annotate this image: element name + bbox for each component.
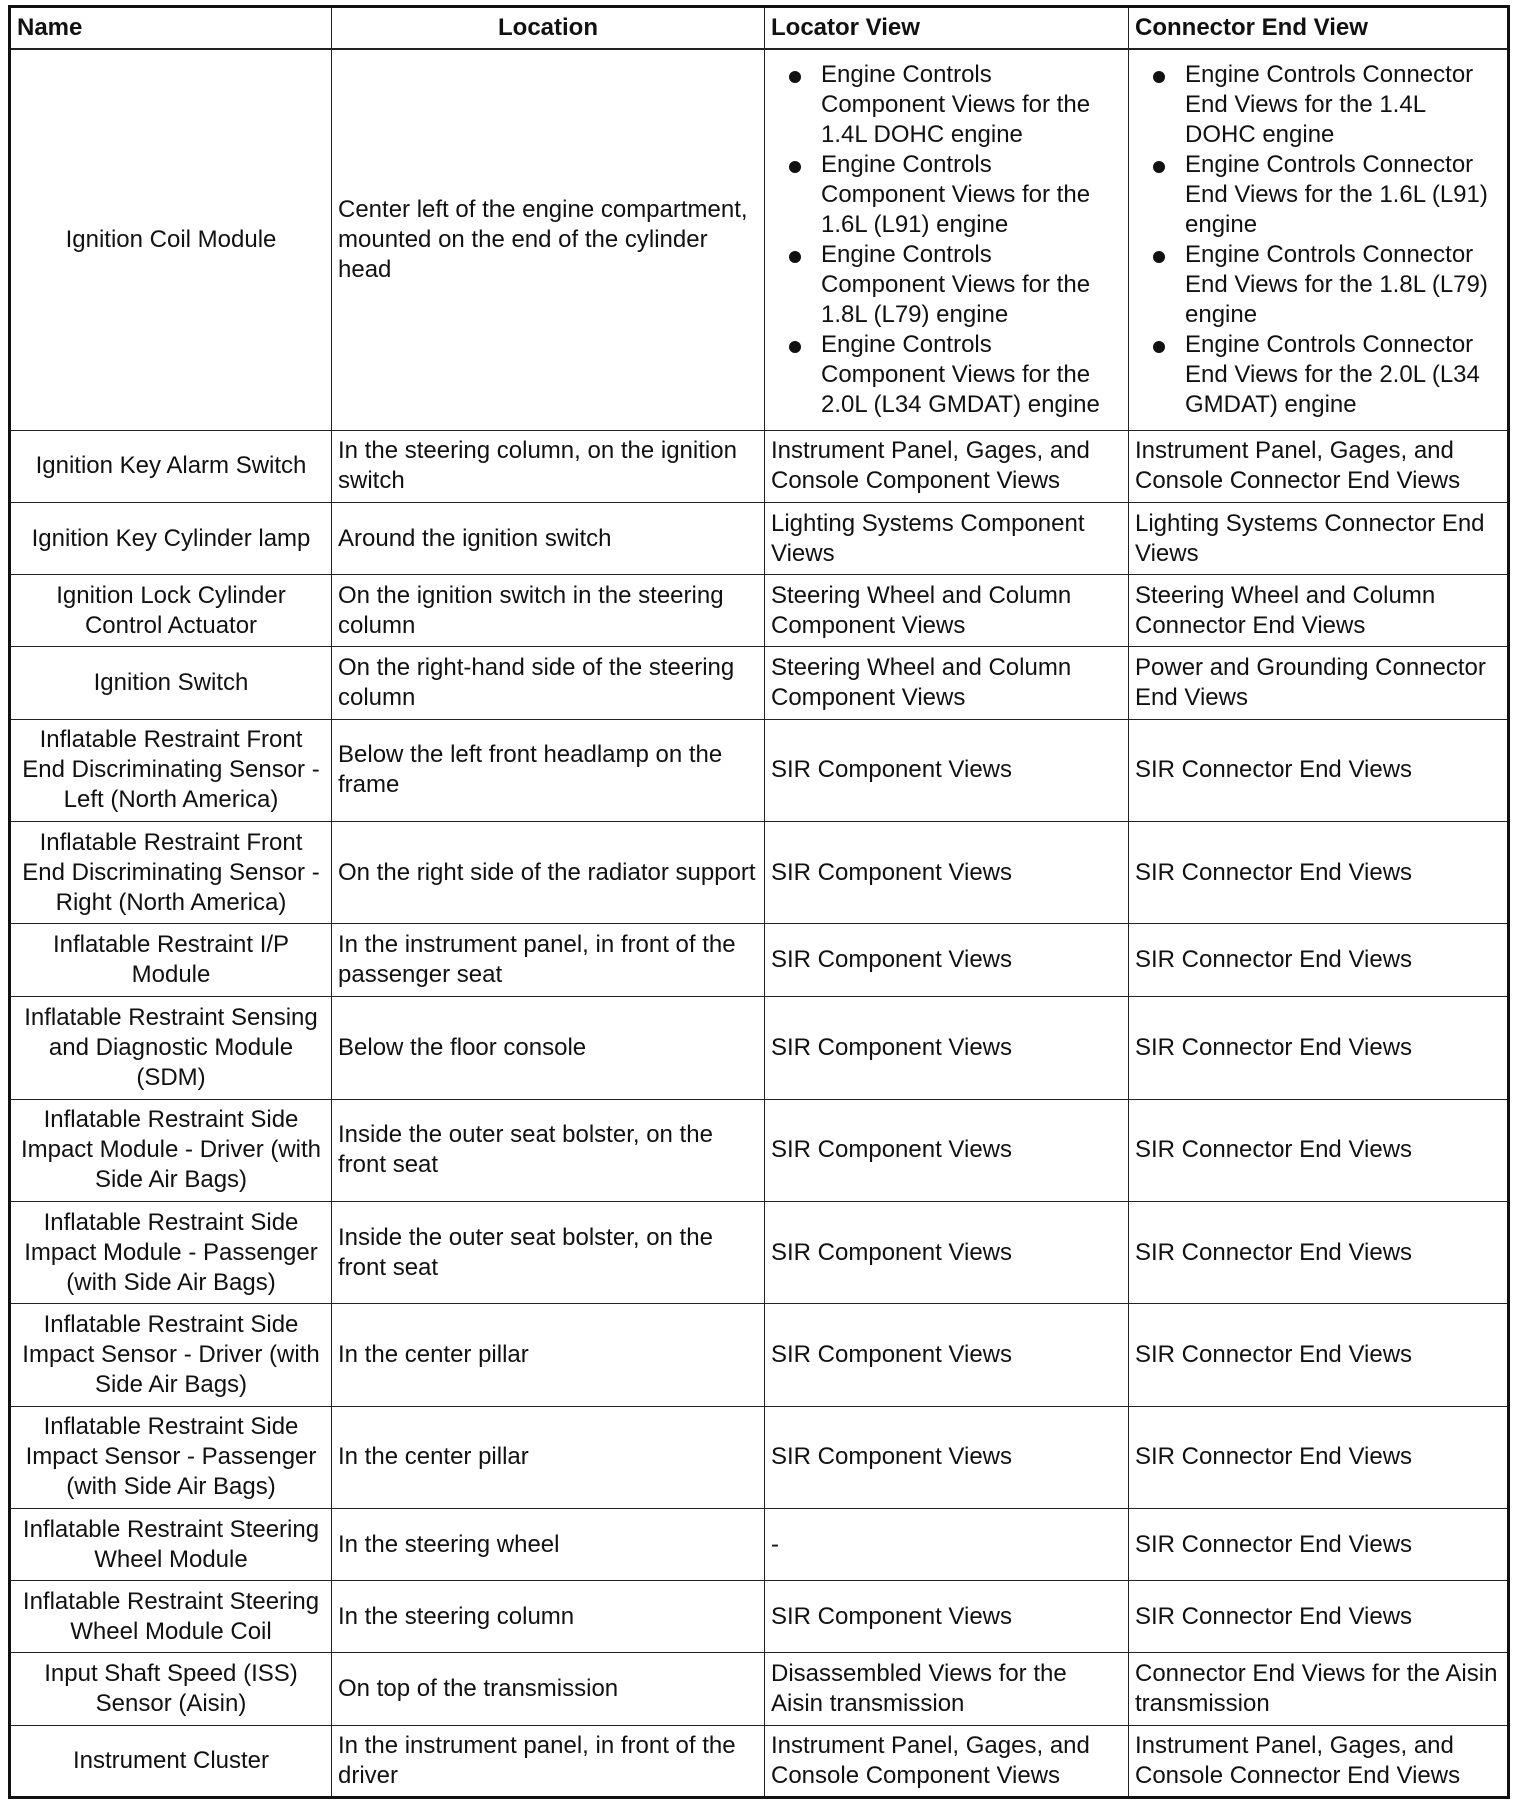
list-item: Engine Controls Connector End Views for the 1.8L (L79) engine: [1135, 240, 1501, 330]
table-row: [10, 1406, 1509, 1508]
locator-view: Steering Wheel and Column Component Views: [765, 647, 1129, 719]
locator-view: SIR Component Views: [765, 924, 1129, 997]
table-row: [10, 924, 1509, 997]
locator-view-cell: [765, 49, 1129, 430]
component-name: Inflatable Restraint Side Impact Module - Driver (with Side Air Bags): [10, 1099, 332, 1201]
component-name: Ignition Switch: [10, 647, 332, 719]
connector-end-view: SIR Connector End Views: [1129, 1202, 1509, 1304]
column-header-name: Name: [10, 7, 332, 50]
table-row: [10, 1581, 1509, 1653]
list-item: Engine Controls Connector End Views for the 1.6L (L91) engine: [1135, 150, 1501, 240]
table-row: [10, 575, 1509, 647]
table-row: [10, 647, 1509, 719]
table-row: [10, 502, 1509, 574]
component-name: Inflatable Restraint Front End Discriminating Sensor - Right (North America): [10, 821, 332, 923]
connector-end-view: Instrument Panel, Gages, and Console Connector End Views: [1129, 430, 1509, 502]
component-name: Inflatable Restraint Steering Wheel Module Coil: [10, 1581, 332, 1653]
list-item: Engine Controls Component Views for the 1.8L (L79) engine: [771, 240, 1122, 330]
component-locator-table: [8, 5, 1510, 1799]
component-location: In the center pillar: [332, 1304, 765, 1406]
table-row: [10, 1202, 1509, 1304]
connector-end-view: SIR Connector End Views: [1129, 1508, 1509, 1580]
connector-end-view: SIR Connector End Views: [1129, 1099, 1509, 1201]
table-row: [10, 430, 1509, 502]
locator-view: Lighting Systems Component Views: [765, 502, 1129, 574]
connector-end-view: Instrument Panel, Gages, and Console Connector End Views: [1129, 1725, 1509, 1797]
component-location: Inside the outer seat bolster, on the front seat: [332, 1202, 765, 1304]
header-row: [10, 7, 1509, 50]
component-location: On top of the transmission: [332, 1653, 765, 1725]
connector-end-view: SIR Connector End Views: [1129, 821, 1509, 923]
component-name: Instrument Cluster: [10, 1725, 332, 1797]
connector-end-view: SIR Connector End Views: [1129, 1406, 1509, 1508]
component-name: Inflatable Restraint Sensing and Diagnostic Module (SDM): [10, 997, 332, 1099]
component-location: In the steering column, on the ignition switch: [332, 430, 765, 502]
component-location: On the right side of the radiator support: [332, 821, 765, 923]
locator-view: -: [765, 1508, 1129, 1580]
table-row: [10, 49, 1509, 430]
locator-view-list: [771, 60, 1122, 420]
table-row: [10, 1653, 1509, 1725]
locator-view: SIR Component Views: [765, 1406, 1129, 1508]
column-header-location: Location: [332, 7, 765, 50]
table-row: [10, 1304, 1509, 1406]
connector-end-view: SIR Connector End Views: [1129, 924, 1509, 997]
connector-end-view-list: [1135, 60, 1501, 420]
component-name: Ignition Key Alarm Switch: [10, 430, 332, 502]
connector-end-view: SIR Connector End Views: [1129, 1304, 1509, 1406]
connector-end-view: SIR Connector End Views: [1129, 719, 1509, 821]
table-row: [10, 997, 1509, 1099]
column-header-connector-end-view: Connector End View: [1129, 7, 1509, 50]
locator-view: Instrument Panel, Gages, and Console Component Views: [765, 430, 1129, 502]
list-item: Engine Controls Component Views for the 2.0L (L34 GMDAT) engine: [771, 330, 1122, 420]
component-name: Inflatable Restraint Front End Discriminating Sensor - Left (North America): [10, 719, 332, 821]
component-location: Inside the outer seat bolster, on the front seat: [332, 1099, 765, 1201]
table-row: [10, 1099, 1509, 1201]
component-location: In the steering wheel: [332, 1508, 765, 1580]
component-name: Inflatable Restraint Side Impact Sensor - Driver (with Side Air Bags): [10, 1304, 332, 1406]
locator-view: SIR Component Views: [765, 1202, 1129, 1304]
locator-view: Instrument Panel, Gages, and Console Component Views: [765, 1725, 1129, 1797]
component-name: Inflatable Restraint Side Impact Sensor - Passenger (with Side Air Bags): [10, 1406, 332, 1508]
component-location: In the steering column: [332, 1581, 765, 1653]
component-location: On the ignition switch in the steering column: [332, 575, 765, 647]
component-location: In the instrument panel, in front of the passenger seat: [332, 924, 765, 997]
component-name: Input Shaft Speed (ISS) Sensor (Aisin): [10, 1653, 332, 1725]
locator-view: SIR Component Views: [765, 821, 1129, 923]
list-item: Engine Controls Component Views for the 1.6L (L91) engine: [771, 150, 1122, 240]
component-name: Ignition Coil Module: [10, 49, 332, 430]
locator-view: SIR Component Views: [765, 719, 1129, 821]
list-item: Engine Controls Connector End Views for the 2.0L (L34 GMDAT) engine: [1135, 330, 1501, 420]
table-row: [10, 719, 1509, 821]
locator-view: Disassembled Views for the Aisin transmission: [765, 1653, 1129, 1725]
connector-end-view: SIR Connector End Views: [1129, 997, 1509, 1099]
table-row: [10, 1725, 1509, 1797]
locator-view: SIR Component Views: [765, 1099, 1129, 1201]
connector-end-view: Steering Wheel and Column Connector End Views: [1129, 575, 1509, 647]
component-name: Ignition Key Cylinder lamp: [10, 502, 332, 574]
component-name: Inflatable Restraint I/P Module: [10, 924, 332, 997]
component-location: Below the left front headlamp on the frame: [332, 719, 765, 821]
table-row: [10, 821, 1509, 923]
column-header-locator-view: Locator View: [765, 7, 1129, 50]
component-name: Ignition Lock Cylinder Control Actuator: [10, 575, 332, 647]
component-location: Around the ignition switch: [332, 502, 765, 574]
connector-end-view: SIR Connector End Views: [1129, 1581, 1509, 1653]
list-item: Engine Controls Component Views for the 1.4L DOHC engine: [771, 60, 1122, 150]
component-name: Inflatable Restraint Steering Wheel Module: [10, 1508, 332, 1580]
connector-end-view-cell: [1129, 49, 1509, 430]
component-location: Center left of the engine compartment, mounted on the end of the cylinder head: [332, 49, 765, 430]
component-location: On the right-hand side of the steering column: [332, 647, 765, 719]
connector-end-view: Lighting Systems Connector End Views: [1129, 502, 1509, 574]
component-location: Below the floor console: [332, 997, 765, 1099]
locator-view: SIR Component Views: [765, 997, 1129, 1099]
locator-view: SIR Component Views: [765, 1304, 1129, 1406]
locator-view: Steering Wheel and Column Component Views: [765, 575, 1129, 647]
locator-view: SIR Component Views: [765, 1581, 1129, 1653]
component-location: In the center pillar: [332, 1406, 765, 1508]
connector-end-view: Connector End Views for the Aisin transmission: [1129, 1653, 1509, 1725]
list-item: Engine Controls Connector End Views for the 1.4L DOHC engine: [1135, 60, 1501, 150]
component-name: Inflatable Restraint Side Impact Module - Passenger (with Side Air Bags): [10, 1202, 332, 1304]
table-row: [10, 1508, 1509, 1580]
connector-end-view: Power and Grounding Connector End Views: [1129, 647, 1509, 719]
component-location: In the instrument panel, in front of the driver: [332, 1725, 765, 1797]
